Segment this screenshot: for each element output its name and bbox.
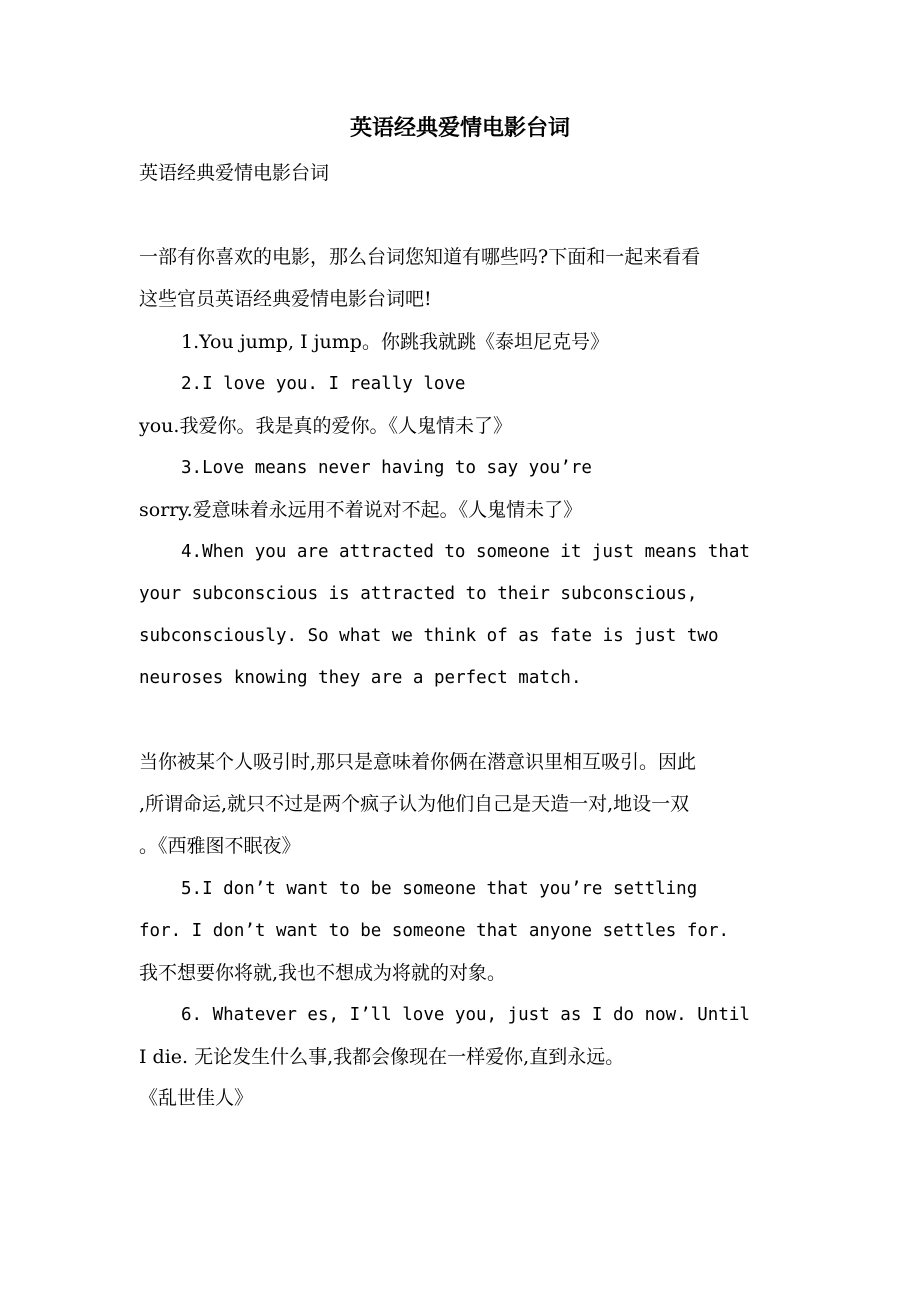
quote-6-line-3: 《乱世佳人》 xyxy=(139,1087,254,1109)
quote-1: 1.You jump, I jump。你跳我就跳《泰坦尼克号》 xyxy=(181,331,609,353)
quote-6-line-2: I die. 无论发生什么事,我都会像现在一样爱你,直到永远。 xyxy=(139,1046,625,1068)
quote-3-line-2: sorry.爱意味着永远用不着说对不起。《人鬼情未了》 xyxy=(139,499,583,521)
quote-5-line-3: 我不想要你将就,我也不想成为将就的对象。 xyxy=(139,962,507,984)
quote-3-line-1: 3.Love means never having to say you’re xyxy=(181,458,592,478)
quote-5-line-1: 5.I don’t want to be someone that you’re settling xyxy=(181,879,698,899)
quote-4-en-line-2: your subconscious is attracted to their subconscious, xyxy=(139,584,698,604)
quote-4-en-line-4: neuroses knowing they are a perfect match. xyxy=(139,668,582,688)
quote-4-en-line-3: subconsciously. So what we think of as fate is just two xyxy=(139,626,719,646)
quote-4-cn-line-1: 当你被某个人吸引时,那只是意味着你俩在潜意识里相互吸引。因此 xyxy=(139,751,697,773)
document-title: 英语经典爱情电影台词 xyxy=(349,115,570,141)
quote-2-line-1: 2.I love you. I really love xyxy=(181,374,466,394)
intro-line-2: 这些官员英语经典爱情电影台词吧! xyxy=(139,288,432,310)
subtitle: 英语经典爱情电影台词 xyxy=(139,162,330,184)
quote-4-cn-line-3: 。《西雅图不眠夜》 xyxy=(139,835,301,857)
quote-5-line-2: for. I don’t want to be someone that anyone settles for. xyxy=(139,921,730,941)
quote-6-line-1: 6. Whatever es, I’ll love you, just as I do now. Until xyxy=(181,1005,750,1025)
quote-4-en-line-1: 4.When you are attracted to someone it just means that xyxy=(181,542,750,562)
quote-2-line-2: you.我爱你。我是真的爱你。《人鬼情未了》 xyxy=(139,415,512,437)
quote-4-cn-line-2: ,所谓命运,就只不过是两个疯子认为他们自己是天造一对,地设一双 xyxy=(139,793,690,815)
intro-line-1: 一部有你喜欢的电影，那么台词您知道有哪些吗?下面和一起来看看 xyxy=(139,246,701,268)
